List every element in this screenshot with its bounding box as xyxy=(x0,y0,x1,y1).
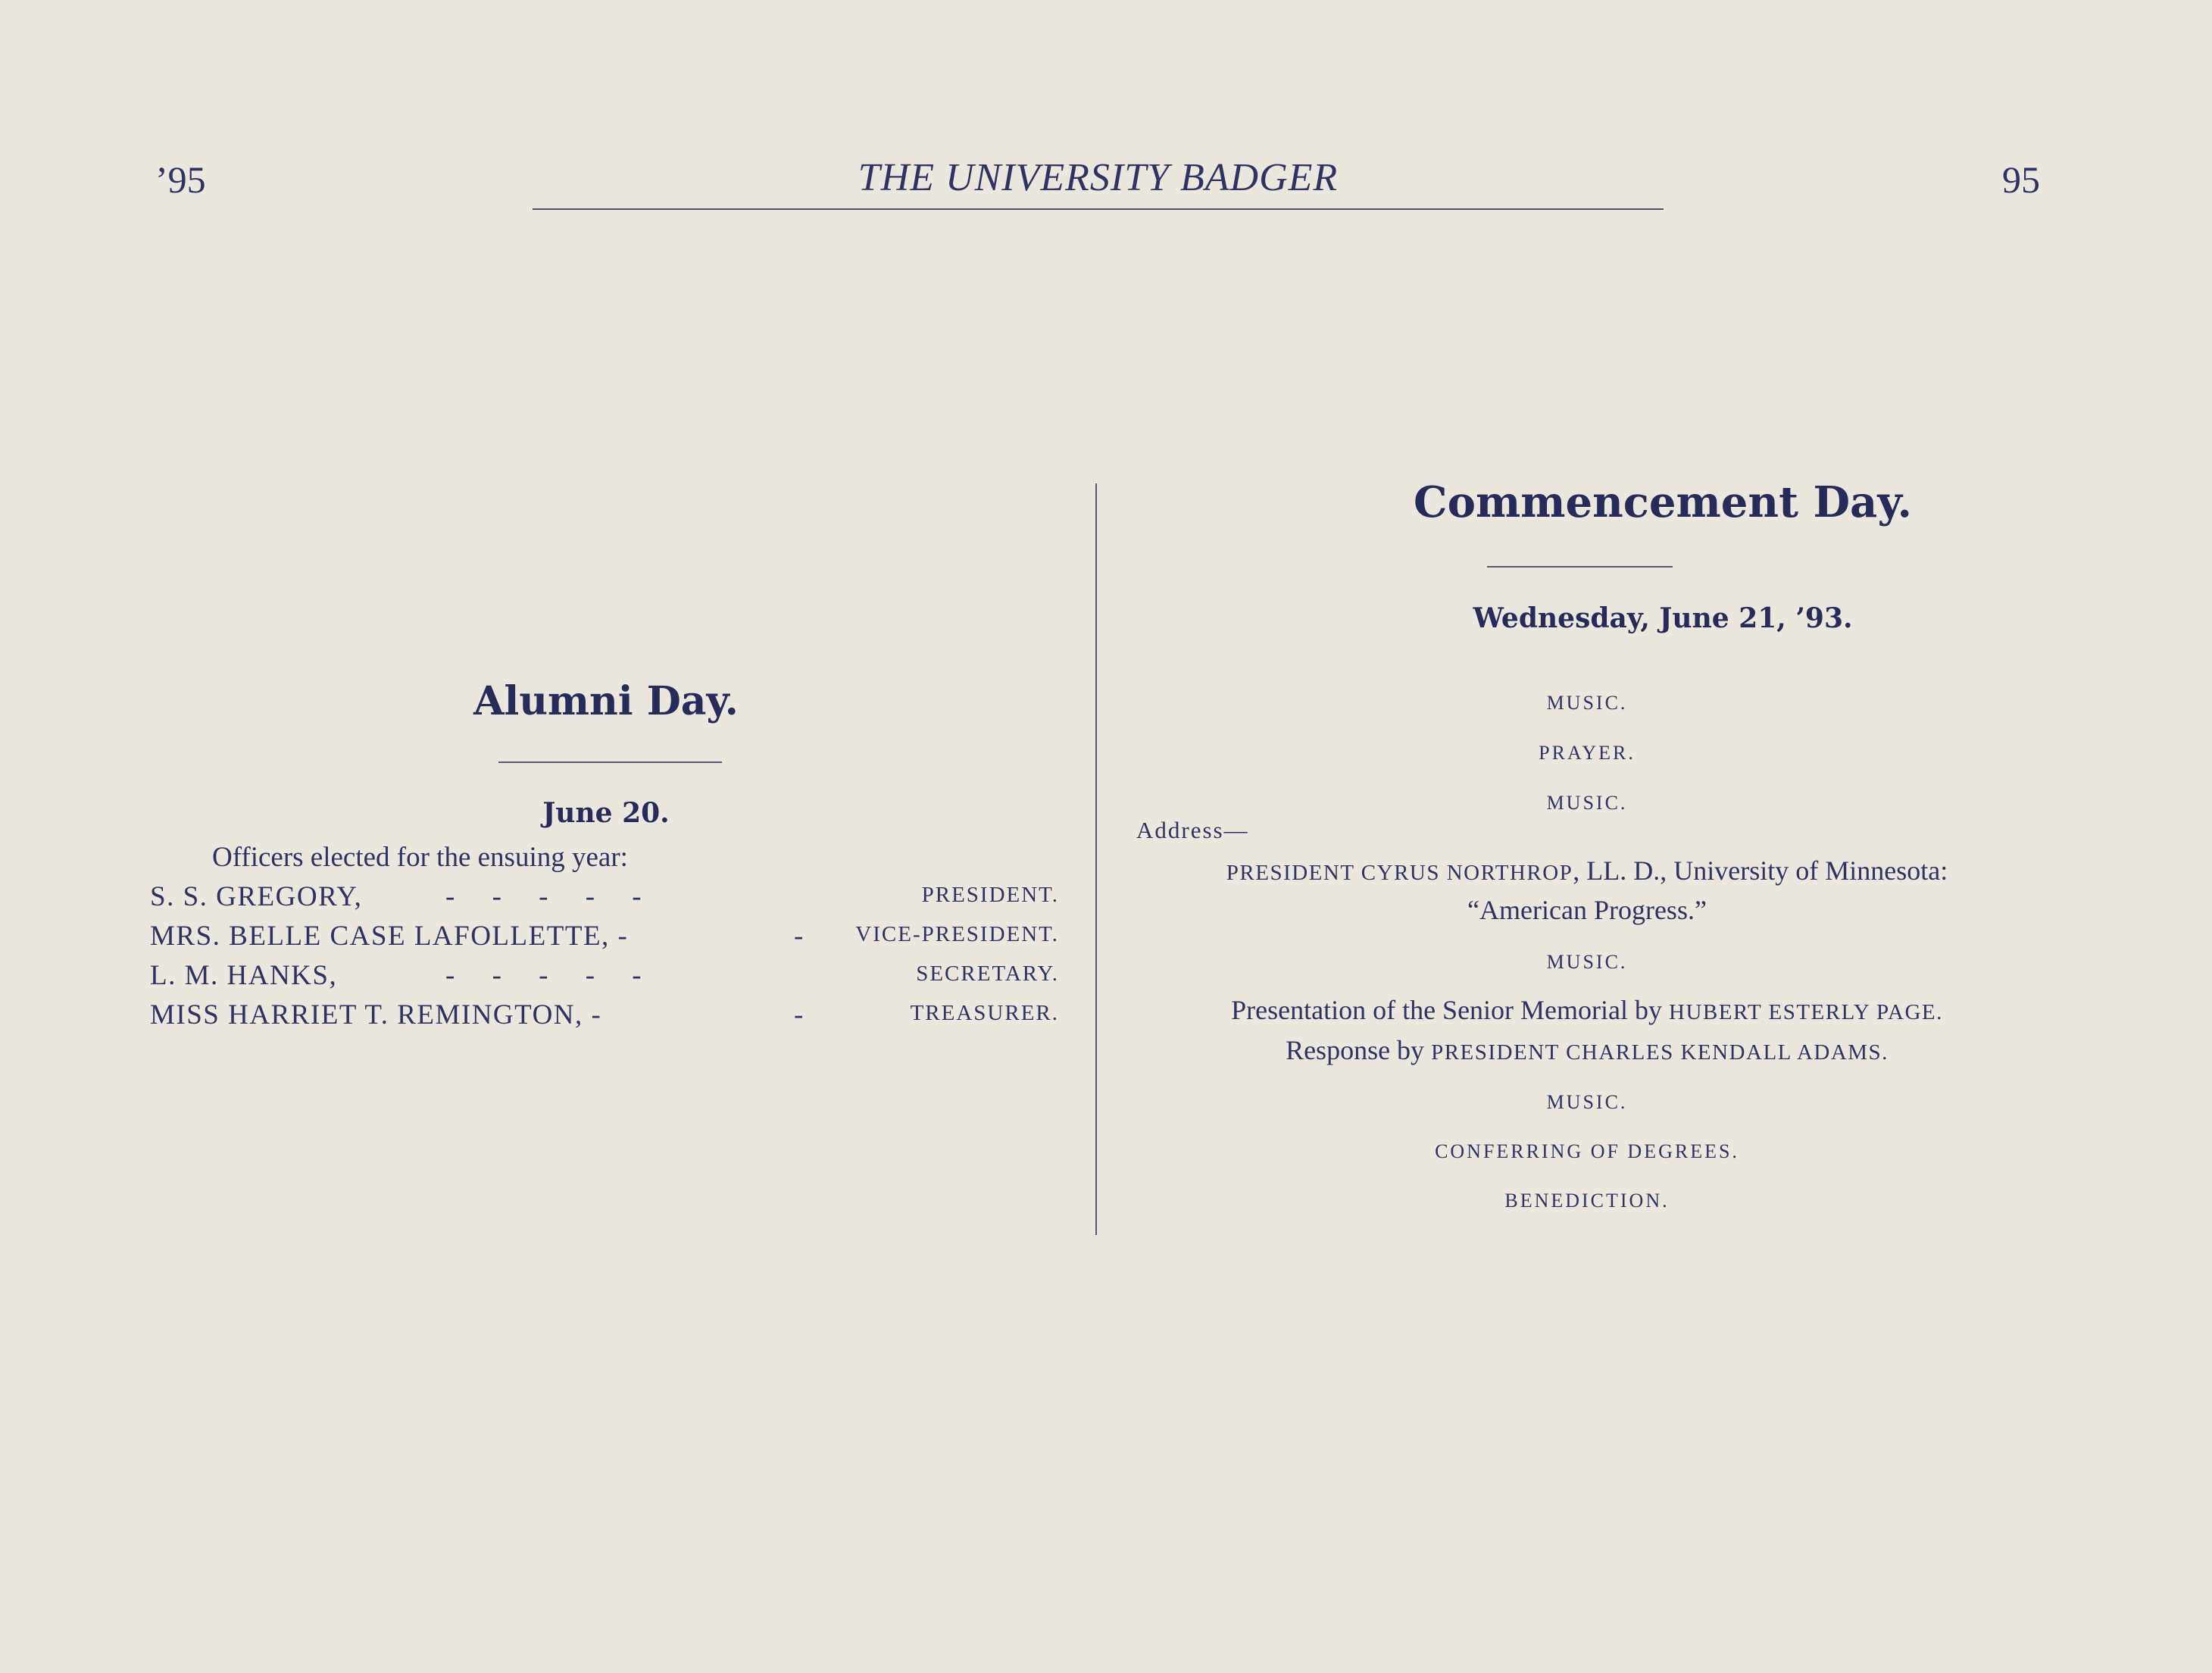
program-conferring-degrees: CONFERRING OF DEGREES. xyxy=(1435,1140,1739,1162)
commencement-day-date: Wednesday, June 21, ’93. xyxy=(1473,602,1853,634)
officer-row xyxy=(150,880,1059,918)
officer-dashes: - - - - - xyxy=(445,960,642,991)
header-rule xyxy=(533,208,1664,210)
program-address-label: Address— xyxy=(1136,817,1249,843)
officer-name: MISS HARRIET T. REMINGTON, - xyxy=(150,999,602,1030)
program-response xyxy=(1114,1034,2060,1066)
commencement-day-rule xyxy=(1487,566,1673,568)
officer-row xyxy=(150,999,1059,1037)
page-title: THE UNIVERSITY BADGER xyxy=(858,156,1339,199)
program-address-title: “American Progress.” xyxy=(1467,895,1707,925)
officer-row xyxy=(150,959,1059,997)
address-speaker-name: PRESIDENT CYRUS NORTHROP xyxy=(1226,861,1573,885)
alumni-day-rule xyxy=(498,761,722,763)
response-text: Response by xyxy=(1286,1035,1432,1065)
officer-dashes: - - - - - xyxy=(445,881,642,912)
officer-name: MRS. BELLE CASE LAFOLLETTE, - xyxy=(150,921,629,952)
program-music-2: MUSIC. xyxy=(1546,792,1628,814)
alumni-day-title: Alumni Day. xyxy=(473,678,739,724)
program-music-1: MUSIC. xyxy=(1546,692,1628,714)
officers-intro: Officers elected for the ensuing year: xyxy=(212,842,628,873)
officer-dashes: - xyxy=(794,999,804,1030)
address-speaker-details: , LL. D., University of Minnesota: xyxy=(1573,855,1948,886)
officer-row xyxy=(150,920,1059,958)
commencement-day-title: Commencement Day. xyxy=(1414,477,1912,527)
officer-dashes: - xyxy=(794,921,804,952)
program-benediction: BENEDICTION. xyxy=(1504,1190,1670,1212)
response-name: PRESIDENT CHARLES KENDALL ADAMS. xyxy=(1431,1040,1889,1065)
officer-name: S. S. GREGORY, xyxy=(150,881,363,912)
program-presentation xyxy=(1114,994,2060,1026)
program-music-4: MUSIC. xyxy=(1546,1091,1628,1113)
officer-role: SECRETARY. xyxy=(916,962,1059,986)
presentation-name: HUBERT ESTERLY PAGE. xyxy=(1669,1000,1943,1024)
program-prayer: PRAYER. xyxy=(1539,742,1636,764)
alumni-day-date: June 20. xyxy=(542,797,670,829)
column-divider xyxy=(1095,483,1097,1235)
officer-role: PRESIDENT. xyxy=(921,883,1059,907)
program-music-3: MUSIC. xyxy=(1546,951,1628,973)
officer-name: L. M. HANKS, xyxy=(150,960,338,991)
officer-role: VICE-PRESIDENT. xyxy=(855,922,1059,946)
header-left-label: ’95 xyxy=(155,158,206,201)
officer-role: TREASURER. xyxy=(910,1001,1059,1025)
page-number: 95 xyxy=(2002,158,2040,201)
program-address-speaker xyxy=(1151,855,2023,887)
presentation-text: Presentation of the Senior Memorial by xyxy=(1231,995,1670,1025)
